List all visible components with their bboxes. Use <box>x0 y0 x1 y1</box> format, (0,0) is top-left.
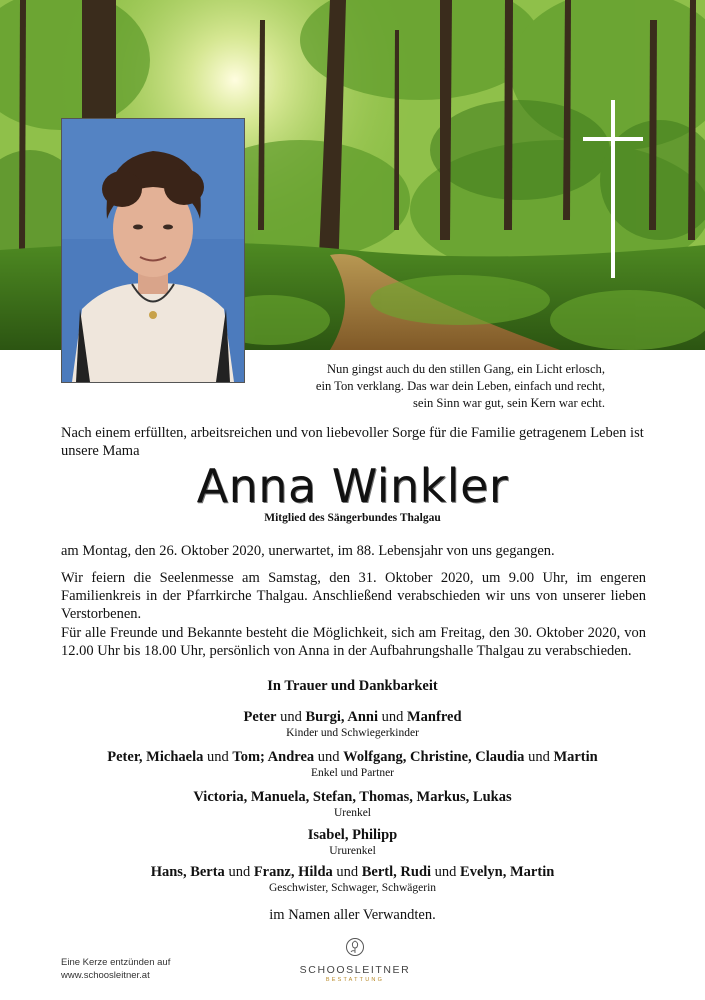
funeral-home-logo <box>295 937 415 983</box>
candle-text: Eine Kerze entzünden auf <box>61 957 171 968</box>
family-names <box>0 748 705 766</box>
family-name: Manfred <box>407 709 462 725</box>
family-group <box>0 788 705 820</box>
mourning-heading: In Trauer und Dankbarkeit <box>267 678 438 694</box>
conjunction: und <box>224 864 254 880</box>
logo-name: SCHOOSLEITNER <box>299 964 411 976</box>
family-name: Bertl, Rudi <box>361 864 432 880</box>
poem <box>270 361 605 412</box>
family-relation: Geschwister, Schwager, Schwägerin <box>268 882 437 894</box>
deceased-name: Anna Winkler <box>196 459 509 513</box>
family-name: Hans, Berta <box>150 864 225 880</box>
poem-line: Nun gingst auch du den stillen Gang, ein Licht erlosch, <box>326 362 605 376</box>
website-url[interactable]: www.schoosleitner.at <box>61 970 150 981</box>
family-names <box>0 788 705 806</box>
family-group <box>0 863 705 895</box>
family-name: Tom; Andrea <box>232 749 315 765</box>
conjunction: und <box>314 749 344 765</box>
portrait-illustration <box>62 119 244 382</box>
death-notice-paragraph: am Montag, den 26. Oktober 2020, unerwartet, im 88. Lebensjahr von uns gegangen. <box>61 543 555 559</box>
family-relation: Enkel und Partner <box>310 767 395 779</box>
family-name: Martin <box>553 749 598 765</box>
candle-link[interactable] <box>61 956 170 982</box>
conjunction: und <box>332 864 362 880</box>
family-name: Peter <box>243 709 277 725</box>
deceased-subtitle: Mitglied des Sängerbundes Thalgau <box>264 512 441 524</box>
funeral-mass-paragraph: Wir feiern die Seelenmesse am Samstag, den 31. Oktober 2020, um 9.00 Uhr, im engeren Familienkreis in der Pfarrkirche Thalgau. Anschließend verabschieden wir uns von unserer lieben Verstorbenen. <box>61 570 646 622</box>
family-group <box>0 708 705 740</box>
rose-logo-icon <box>345 937 365 957</box>
viewing-paragraph: Für alle Freunde und Bekannte besteht die Möglichkeit, sich am Freitag, den 30. Oktober 2020, von 12.00 Uhr bis 18.00 Uhr, persönlich von Anna in der Aufbahrungshalle Thalgau zu verabschieden. <box>61 625 646 659</box>
family-names <box>0 863 705 881</box>
conjunction: und <box>276 709 306 725</box>
family-group <box>0 748 705 780</box>
family-name: Peter, Michaela <box>107 749 204 765</box>
family-name: Evelyn, Martin <box>460 864 555 880</box>
conjunction: und <box>524 749 554 765</box>
family-relation: Urenkel <box>333 807 372 819</box>
poem-line: ein Ton verklang. Das war dein Leben, einfach und recht, <box>315 379 605 393</box>
family-name: Wolfgang, Christine, Claudia <box>343 749 525 765</box>
conjunction: und <box>431 864 461 880</box>
family-relation: Ururenkel <box>329 845 376 857</box>
family-name: Isabel, Philipp <box>307 827 398 843</box>
family-names <box>0 708 705 726</box>
closing-line: im Namen aller Verwandten. <box>269 907 436 923</box>
conjunction: und <box>378 709 407 725</box>
portrait-photo <box>61 118 245 383</box>
family-group <box>0 826 705 858</box>
poem-line: sein Sinn war gut, sein Kern war echt. <box>412 396 605 410</box>
family-name: Burgi, Anni <box>305 709 378 725</box>
logo-subtitle: BESTATTUNG <box>325 977 385 983</box>
family-name: Franz, Hilda <box>253 864 333 880</box>
family-names <box>0 826 705 844</box>
conjunction: und <box>203 749 233 765</box>
intro-text: Nach einem erfüllten, arbeitsreichen und von liebevoller Sorge für die Familie getragenem Leben ist unsere Mama <box>61 425 644 459</box>
family-name: Victoria, Manuela, Stefan, Thomas, Markus, Lukas <box>193 789 512 805</box>
family-relation: Kinder und Schwiegerkinder <box>286 727 419 739</box>
